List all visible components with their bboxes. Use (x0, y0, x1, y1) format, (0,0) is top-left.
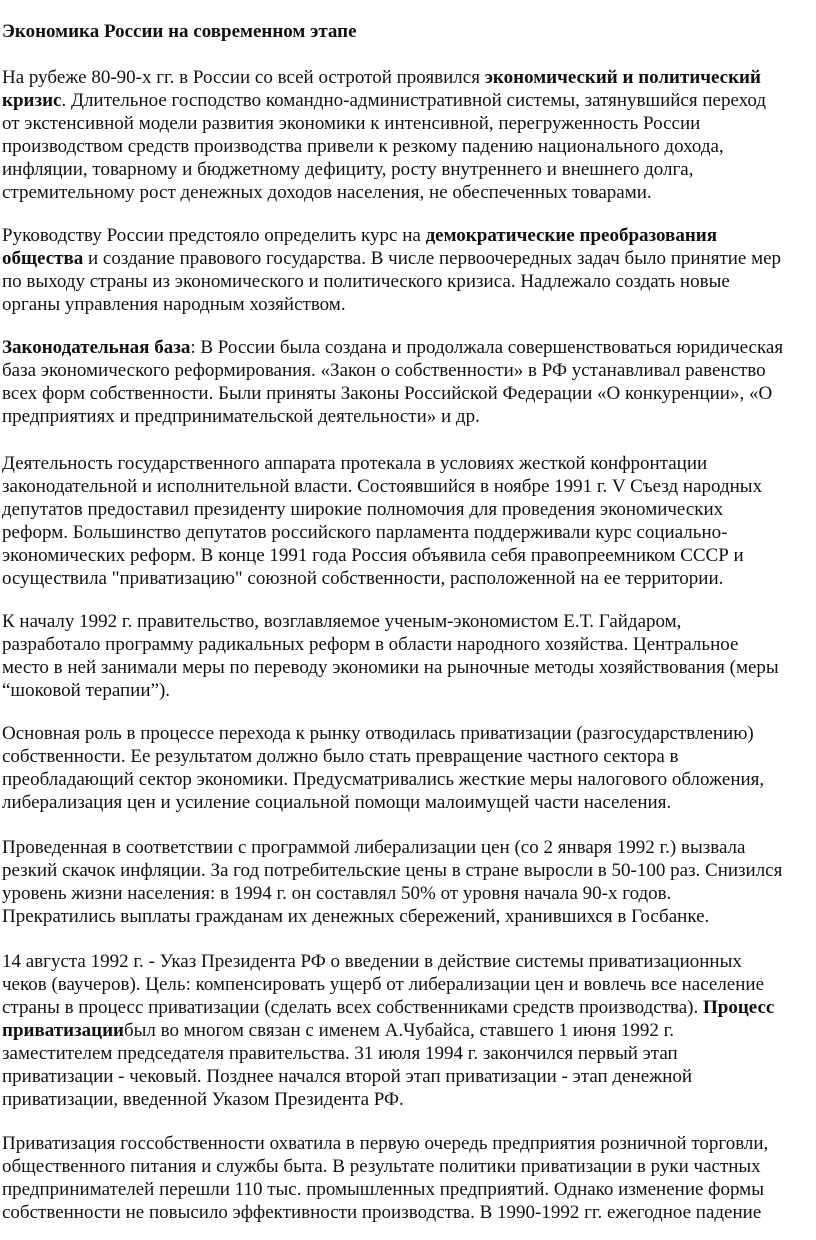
text-segment: осуществила "приватизацию" союзной собственности, расположенной на ее территории. (2, 568, 724, 589)
text-segment: . Длительное господство командно-административной системы, затянувшийся переход (61, 90, 767, 111)
text-line (2, 181, 812, 204)
text-segment: страны в процесс приватизации (сделать всех собственниками средств производства). (2, 997, 703, 1018)
paragraph (2, 836, 812, 928)
text-segment: предпринимателей перешли 110 тыс. промышленных предприятий. Однако изменение формы (2, 1179, 764, 1200)
bold-text: Законодательная база (2, 337, 191, 358)
text-segment: Руководству России предстояло определить курс на (2, 225, 426, 246)
text-segment: реформ. Большинство депутатов российского парламента поддерживали курс социально- (2, 522, 728, 543)
paragraph (2, 66, 812, 204)
text-segment: место в ней занимали меры по переводу экономики на рыночные методы хозяйствования (меры (2, 657, 779, 678)
text-line (2, 679, 812, 702)
text-segment: собственности. Ее результатом должно было стать превращение частного сектора в (2, 746, 679, 767)
text-line (2, 950, 812, 973)
text-line (2, 382, 812, 405)
text-line (2, 722, 812, 745)
text-line (2, 544, 812, 567)
text-line (2, 66, 812, 89)
paragraph (2, 610, 812, 702)
text-line (2, 1042, 812, 1065)
text-segment: Прекратились выплаты гражданам их денежных сбережений, хранившихся в Госбанке. (2, 906, 710, 927)
text-segment: был во многом связан с именем А.Чубайса, ставшего 1 июня 1992 г. (124, 1020, 674, 1041)
text-segment: общественного питания и службы быта. В результате политики приватизации в руки частных (2, 1156, 761, 1177)
text-line (2, 452, 812, 475)
bold-text: демократические преобразования (425, 225, 717, 246)
text-segment: Деятельность государственного аппарата протекала в условиях жесткой конфронтации (2, 453, 708, 474)
text-line (2, 905, 812, 928)
text-line (2, 498, 812, 521)
bold-text: общества (2, 248, 84, 269)
text-segment: “шоковой терапии”). (2, 680, 171, 701)
text-line (2, 158, 812, 181)
text-segment: инфляции, товарному и бюджетному дефициту, росту внутреннего и внешнего долга, (2, 159, 694, 180)
text-line (2, 224, 812, 247)
text-segment: производством средств производства привели к резкому падению национального дохода, (2, 136, 724, 157)
text-line (2, 1065, 812, 1088)
text-line (2, 1178, 812, 1201)
text-segment: заместителем председателя правительства. 31 июля 1994 г. закончился первый этап (2, 1043, 678, 1064)
text-line (2, 135, 812, 158)
text-segment: : В России была создана и продолжала совершенствоваться юридическая (190, 337, 784, 358)
text-segment: стремительному рост денежных доходов населения, не обеспеченных товарами. (2, 182, 652, 203)
paragraph (2, 722, 812, 814)
text-line (2, 405, 812, 428)
text-line (2, 247, 812, 270)
text-line (2, 112, 812, 135)
text-segment: приватизации, введенной Указом Президента РФ. (2, 1089, 404, 1110)
text-line (2, 567, 812, 590)
text-segment: органы управления народным хозяйством. (2, 294, 346, 315)
text-segment: Проведенная в соответствии с программой либерализации цен (со 2 января 1992 г.) вызвала (2, 837, 746, 858)
paragraph (2, 1132, 812, 1224)
text-line (2, 859, 812, 882)
text-line (2, 336, 812, 359)
paragraph (2, 950, 812, 1111)
text-line (2, 882, 812, 905)
text-segment: либерализация цен и усиление социальной помощи малоимущей части населения. (2, 792, 672, 813)
text-line (2, 973, 812, 996)
text-line (2, 1132, 812, 1155)
text-segment: преобладающий сектор экономики. Предусматривались жесткие меры налогового обложения, (2, 769, 765, 790)
text-segment: приватизации - чековый. Позднее начался второй этап приватизации - этап денежной (2, 1066, 693, 1087)
text-line (2, 1201, 812, 1224)
text-line (2, 1019, 812, 1042)
text-segment: Основная роль в процессе перехода к рынку отводилась приватизации (разгосударствлению) (2, 723, 754, 744)
text-segment: всех форм собственности. Были приняты Законы Российской Федерации «О конкуренции», «О (2, 383, 773, 404)
text-segment: от экстенсивной модели развития экономики к интенсивной, перегруженность России (2, 113, 701, 134)
text-line (2, 656, 812, 679)
text-line (2, 270, 812, 293)
text-line (2, 293, 812, 316)
paragraph (2, 336, 812, 428)
bold-text: приватизации (2, 1020, 124, 1041)
text-segment: собственности не повысило эффективности производства. В 1990-1992 гг. ежегодное падение (2, 1202, 762, 1223)
text-segment: уровень жизни населения: в 1994 г. он составлял 50% от уровня начала 90-х годов. (2, 883, 672, 904)
text-line (2, 610, 812, 633)
paragraph (2, 224, 812, 316)
text-segment: депутатов предоставил президенту широкие полномочия для проведения экономических (2, 499, 724, 520)
text-line (2, 836, 812, 859)
bold-text: экономический и политический (484, 67, 761, 88)
text-line (2, 359, 812, 382)
text-segment: предприятиях и предпринимательской деятельности» и др. (2, 406, 480, 427)
text-segment: экономических реформ. В конце 1991 года Россия объявила себя правопреемником СССР и (2, 545, 744, 566)
text-segment: резкий скачок инфляции. За год потребительские цены в стране выросли в 50-100 раз. Снизился (2, 860, 783, 881)
text-segment: и создание правового государства. В числе первоочередных задач было принятие мер (83, 248, 782, 269)
text-segment: по выходу страны из экономического и политического кризиса. Надлежало создать новые (2, 271, 730, 292)
text-line (2, 768, 812, 791)
text-line (2, 521, 812, 544)
text-line (2, 475, 812, 498)
text-segment: На рубеже 80-90-х гг. в России со всей остротой проявился (2, 67, 485, 88)
text-line (2, 1088, 812, 1111)
bold-text: Процесс (703, 997, 775, 1018)
text-line (2, 89, 812, 112)
text-segment: разработало программу радикальных реформ в области народного хозяйства. Центральное (2, 634, 739, 655)
text-line (2, 745, 812, 768)
document-title: Экономика России на современном этапе (2, 21, 357, 42)
text-segment: чеков (ваучеров). Цель: компенсировать ущерб от либерализации цен и вовлечь все население (2, 974, 765, 995)
text-segment: законодательной и исполнительной власти. Состоявшийся в ноябре 1991 г. V Съезд народных (2, 476, 763, 497)
text-segment: 14 августа 1992 г. - Указ Президента РФ о введении в действие системы приватизационных (2, 951, 742, 972)
text-line (2, 791, 812, 814)
text-line (2, 1155, 812, 1178)
text-segment: Приватизация госсобственности охватила в первую очередь предприятия розничной торговли, (2, 1133, 769, 1154)
paragraph (2, 452, 812, 590)
bold-text: кризис (2, 90, 62, 111)
text-line (2, 996, 812, 1019)
text-line (2, 633, 812, 656)
text-segment: К началу 1992 г. правительство, возглавляемое ученым-экономистом Е.Т. Гайдаром, (2, 611, 682, 632)
text-segment: база экономического реформирования. «Закон о собственности» в РФ устанавливал равенство (2, 360, 766, 381)
